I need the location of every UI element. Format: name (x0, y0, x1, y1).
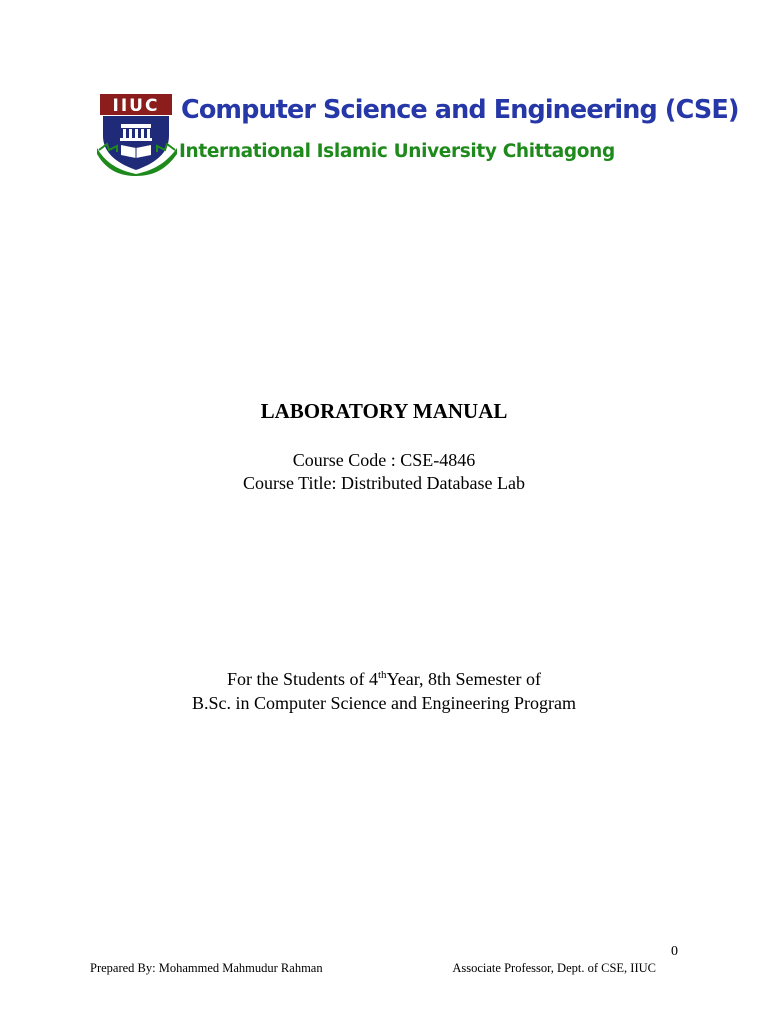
prepared-by: Prepared By: Mohammed Mahmudur Rahman (90, 961, 323, 975)
students-suffix: Year, 8th Semester of (386, 669, 541, 689)
degree-program: B.Sc. in Computer Science and Engineering Program (192, 693, 576, 713)
crest-logo-text: IIUC (112, 96, 160, 116)
students-prefix: For the Students of 4 (227, 669, 378, 689)
author-designation: Associate Professor, Dept. of CSE, IIUC (452, 961, 656, 975)
manual-title: LABORATORY MANUAL (260, 399, 508, 423)
iiuc-crest-logo (97, 92, 181, 176)
course-title: Course Title: Distributed Database Lab (243, 473, 525, 493)
page-number: 0 (671, 944, 678, 959)
university-name: International Islamic University Chittagong (179, 141, 615, 162)
course-code: Course Code : CSE-4846 (292, 450, 476, 470)
students-superscript: th (378, 669, 387, 681)
target-students (0, 669, 768, 690)
department-name: Computer Science and Engineering (CSE) (181, 95, 739, 125)
letterhead (97, 92, 739, 177)
